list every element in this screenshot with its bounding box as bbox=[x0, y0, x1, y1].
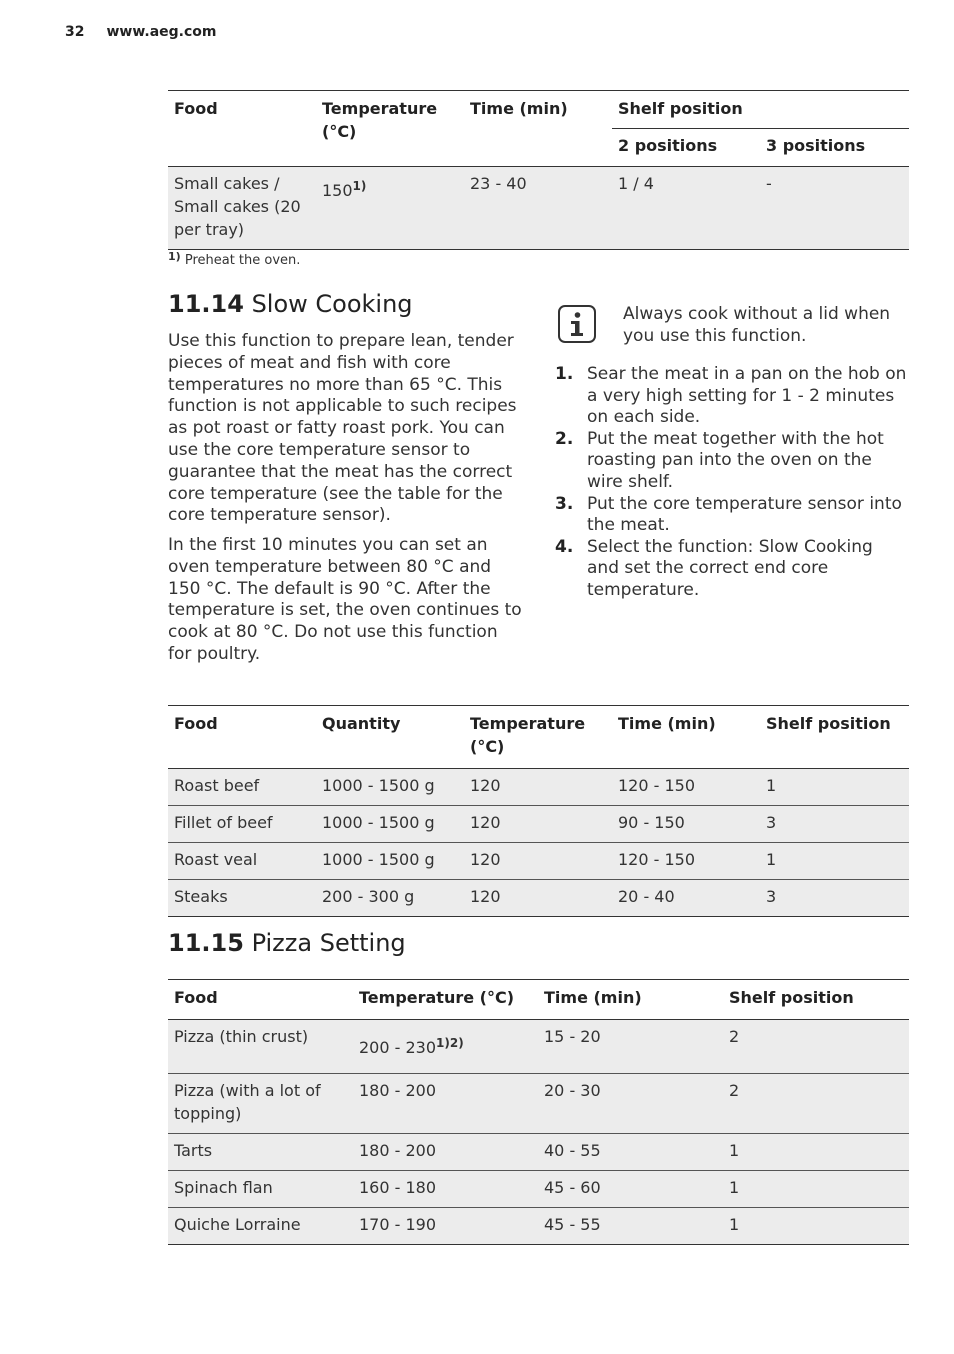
cell-food: Pizza (thin crust) bbox=[174, 1027, 309, 1046]
col-header-temperature: Temperature (°C) bbox=[316, 91, 464, 167]
table-row bbox=[168, 1020, 909, 1074]
website-link[interactable]: www.aeg.com bbox=[106, 24, 217, 40]
cell-temperature: 150$^{1)}$ bbox=[322, 179, 367, 200]
info-note: Always cook without a lid when you use this function. bbox=[623, 304, 891, 346]
cell-food: Steaks bbox=[174, 887, 228, 906]
cell-temperature: 120 bbox=[470, 850, 501, 869]
cell-shelf-2: 1 / 4 bbox=[618, 174, 654, 193]
section-heading-slow-cooking: 11.14 Slow Cooking bbox=[168, 290, 413, 318]
table-row bbox=[168, 1171, 909, 1208]
cell-time: 120 - 150 bbox=[618, 776, 696, 795]
col-header-temperature: Temperature (°C) bbox=[353, 980, 538, 1020]
info-icon bbox=[558, 305, 596, 343]
cell-food: Fillet of beef bbox=[174, 813, 273, 832]
cell-shelf: 1 bbox=[729, 1141, 740, 1160]
cell-food: Small cakes / Small cakes (20 per tray) bbox=[174, 174, 301, 239]
pizza-table bbox=[168, 979, 909, 1245]
col-header-food: Food bbox=[168, 980, 353, 1020]
list-item: 2. Put the meat together with the hot roasting pan into the oven on the wire shelf. bbox=[555, 428, 884, 492]
table-row bbox=[168, 806, 909, 843]
cell-time: 45 - 60 bbox=[544, 1178, 601, 1197]
col-header-2-positions: 2 positions bbox=[612, 129, 760, 167]
footnote-ref: 1) bbox=[352, 179, 367, 193]
cell-shelf: 1 bbox=[766, 850, 777, 869]
cell-temperature: 170 - 190 bbox=[359, 1215, 437, 1234]
cell-time: 20 - 30 bbox=[544, 1081, 601, 1100]
table-row bbox=[168, 880, 909, 917]
cell-shelf: 1 bbox=[729, 1178, 740, 1197]
col-header-temperature: Temperature (°C) bbox=[464, 706, 612, 769]
table-row bbox=[168, 167, 909, 250]
page-number: 32 bbox=[65, 24, 85, 40]
slow-cooking-intro: Use this function to prepare lean, tender pieces of meat and fish with core temperatures no more than 65 °C. This function is not applicable to such recipes as pot roast or fatty roast pork. You can use the core temperature sensor to guarantee that the meat has the correct core temperature (see the table for the core temperature sensor). bbox=[168, 331, 517, 526]
col-header-shelf-position: Shelf position bbox=[760, 706, 909, 769]
cell-time: 23 - 40 bbox=[470, 174, 527, 193]
col-header-shelf-position: Shelf position bbox=[723, 980, 909, 1020]
table-row bbox=[168, 1074, 909, 1134]
cell-shelf: 1 bbox=[729, 1215, 740, 1234]
section-heading-pizza-setting: 11.15 Pizza Setting bbox=[168, 929, 406, 957]
cell-food: Tarts bbox=[174, 1141, 213, 1160]
cell-temperature: 180 - 200 bbox=[359, 1141, 437, 1160]
list-item: 1. Sear the meat in a pan on the hob on a very high setting for 1 - 2 minutes on each side. bbox=[555, 364, 907, 428]
cell-quantity: 1000 - 1500 g bbox=[322, 776, 435, 795]
table-row bbox=[168, 843, 909, 880]
cell-shelf: 1 bbox=[766, 776, 777, 795]
cell-time: 20 - 40 bbox=[618, 887, 675, 906]
col-header-quantity: Quantity bbox=[316, 706, 464, 769]
cell-temperature: 180 - 200 bbox=[359, 1081, 437, 1100]
footnote-marker: 1) bbox=[168, 250, 181, 263]
col-header-time: Time (min) bbox=[612, 706, 760, 769]
cell-shelf-3: - bbox=[766, 174, 772, 193]
list-item: 3. Put the core temperature sensor into the meat. bbox=[555, 493, 902, 536]
col-header-food: Food bbox=[168, 706, 316, 769]
cell-shelf: 2 bbox=[729, 1081, 740, 1100]
col-header-time: Time (min) bbox=[538, 980, 723, 1020]
small-cakes-table bbox=[168, 90, 909, 250]
slow-cooking-table bbox=[168, 705, 909, 917]
cell-temperature: $200 - 230^{1)2)}$ bbox=[359, 1036, 464, 1057]
cell-quantity: 1000 - 1500 g bbox=[322, 813, 435, 832]
footnote bbox=[168, 250, 300, 268]
slow-cooking-temperature-note: In the first 10 minutes you can set an oven temperature between 80 °C and 150 °C. The default is 90 °C. After the temperature is set, the oven continues to cook at 80 °C. Do not use this function for poultry. bbox=[168, 535, 522, 664]
cell-food: Spinach flan bbox=[174, 1178, 273, 1197]
col-header-time: Time (min) bbox=[464, 91, 612, 167]
col-header-shelf-position: Shelf position bbox=[612, 91, 909, 129]
table-row bbox=[168, 769, 909, 806]
cell-time: 90 - 150 bbox=[618, 813, 685, 832]
cell-shelf: 3 bbox=[766, 887, 777, 906]
cell-quantity: 1000 - 1500 g bbox=[322, 850, 435, 869]
cell-quantity: 200 - 300 g bbox=[322, 887, 415, 906]
cell-shelf: 3 bbox=[766, 813, 777, 832]
cell-temperature: 120 bbox=[470, 813, 501, 832]
table-row bbox=[168, 1208, 909, 1245]
col-header-3-positions: 3 positions bbox=[760, 129, 909, 167]
footnote-ref: 1)2) bbox=[436, 1036, 464, 1050]
cell-time: 15 - 20 bbox=[544, 1027, 601, 1046]
cell-time: 120 - 150 bbox=[618, 850, 696, 869]
cell-temperature: 120 bbox=[470, 776, 501, 795]
page-header bbox=[65, 24, 217, 40]
col-header-food: Food bbox=[168, 91, 316, 167]
cell-food: Quiche Lorraine bbox=[174, 1215, 301, 1234]
cell-food: Roast beef bbox=[174, 776, 260, 795]
list-item: 4. Select the function: Slow Cooking and set the correct end core temperature. bbox=[555, 536, 873, 600]
cell-temperature: 160 - 180 bbox=[359, 1178, 437, 1197]
table-row bbox=[168, 1134, 909, 1171]
cell-shelf: 2 bbox=[729, 1027, 740, 1046]
footnote-text: Preheat the oven. bbox=[184, 253, 301, 268]
cell-time: 40 - 55 bbox=[544, 1141, 601, 1160]
cell-temperature: 120 bbox=[470, 887, 501, 906]
cell-food: Pizza (with a lot of topping) bbox=[174, 1081, 321, 1123]
cell-time: 45 - 55 bbox=[544, 1215, 601, 1234]
slow-cooking-steps bbox=[555, 364, 909, 602]
cell-food: Roast veal bbox=[174, 850, 258, 869]
